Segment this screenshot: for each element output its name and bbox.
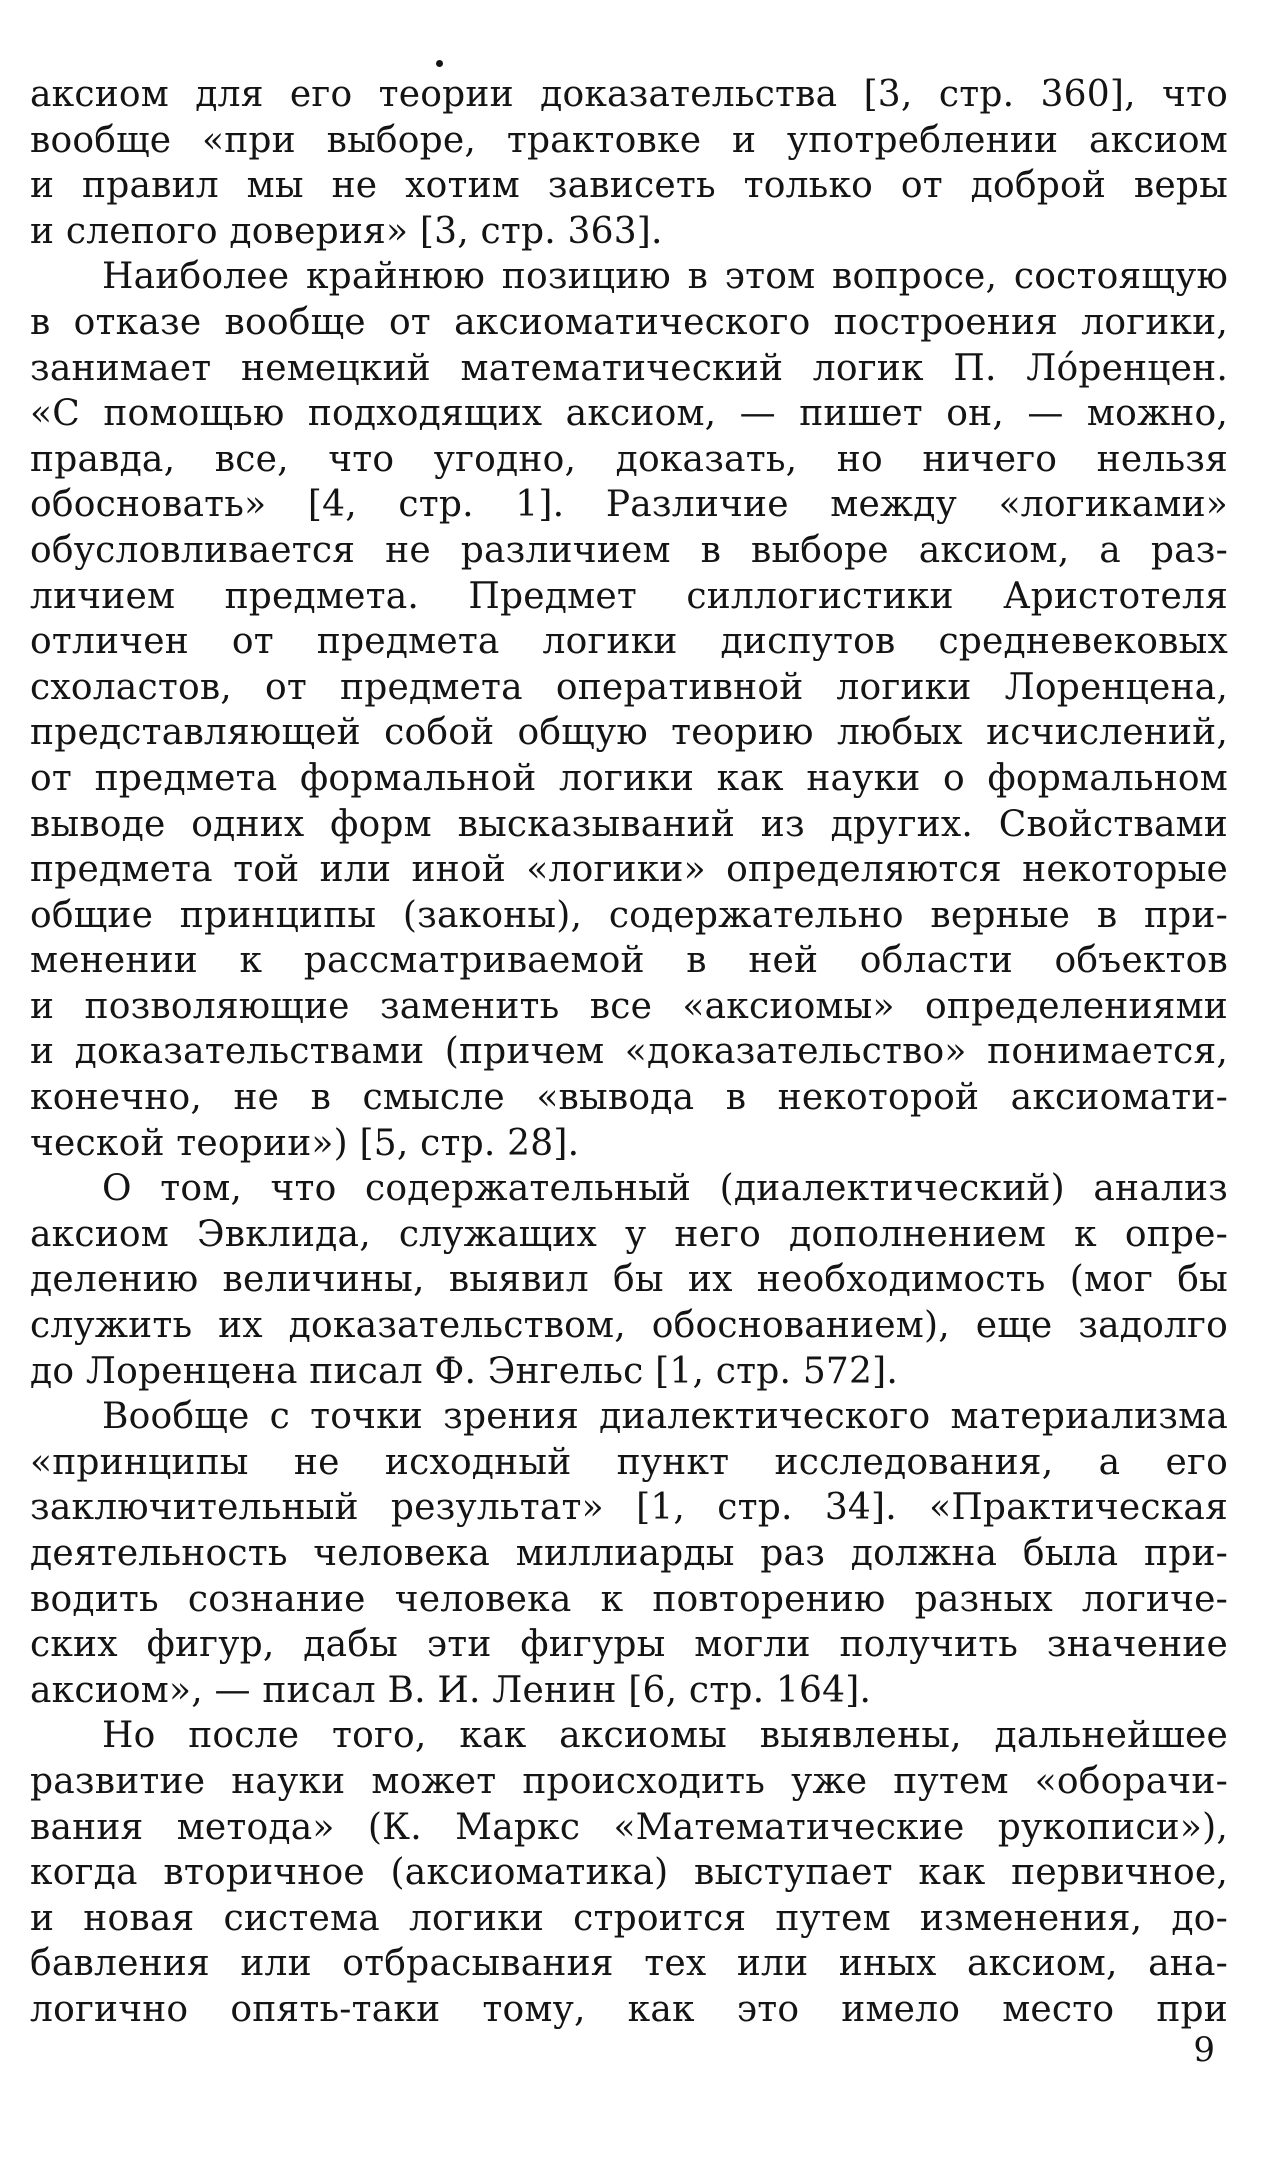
paragraph-2 (30, 254, 1228, 1166)
page-number: 9 (1193, 2030, 1215, 2070)
text-line: и доказательствами (причем «доказательство» понимается, (30, 1031, 1228, 1073)
text-line: заключительный результат» [1, стр. 34]. «Практическая (30, 1487, 1228, 1529)
text-line: менении к рассматриваемой в ней области объектов (30, 940, 1228, 982)
text-line: делению величины, выявил бы их необходимость (мог бы (30, 1259, 1228, 1301)
text-line: Вообще с точки зрения диалектического материализма (102, 1396, 1228, 1438)
text-line: служить их доказательством, обоснованием), еще задолго (30, 1305, 1228, 1347)
text-line: обусловливается не различием в выборе аксиом, а раз- (30, 529, 1228, 571)
text-line: ческой теории») [5, стр. 28]. (30, 1122, 580, 1164)
text-line: личием предмета. Предмет силлогистики Аристотеля (30, 575, 1228, 617)
text-line: аксиом для его теории доказательства [3, стр. 360], что (30, 74, 1228, 115)
text-line: предмета той или иной «логики» определяются некоторые (30, 849, 1228, 891)
text-line: и слепого доверия» [3, стр. 363]. (30, 210, 663, 252)
text-line: вания метода» (К. Маркс «Математические рукописи»), (30, 1806, 1228, 1848)
text-line: и новая система логики строится путем изменения, до- (30, 1897, 1228, 1939)
text-line: бавления или отбрасывания тех или иных аксиом, ана- (30, 1943, 1228, 1985)
text-line: занимает немецкий математический логик П. Лóренцен. (30, 347, 1228, 389)
text-line: от предмета формальной логики как науки о формальном (30, 757, 1228, 799)
text-line: ских фигур, дабы эти фигуры могли получить значение (30, 1624, 1228, 1666)
paragraph-5 (30, 1713, 1228, 2032)
text-line: «С помощью подходящих аксиом, — пишет он, — можно, (30, 393, 1228, 435)
text-line: водить сознание человека к повторению разных логиче- (30, 1578, 1228, 1620)
text-line: когда вторичное (аксиоматика) выступает как первичное, (30, 1852, 1228, 1894)
text-line: отличен от предмета логики диспутов средневековых (30, 621, 1228, 663)
text-line: общие принципы (законы), содержательно верные в при- (30, 894, 1228, 936)
text-line: О том, что содержательный (диалектический) анализ (102, 1168, 1228, 1210)
ink-speck (436, 60, 443, 67)
text-line: представляющей собой общую теорию любых исчислений, (30, 712, 1228, 754)
text-line: аксиом», — писал В. И. Ленин [6, стр. 164]. (30, 1669, 872, 1711)
page-body (30, 72, 1228, 2033)
paragraph-3 (30, 1166, 1228, 1394)
text-line: вообще «при выборе, трактовке и употреблении аксиом (30, 119, 1228, 161)
text-line: в отказе вообще от аксиоматического построения логики, (30, 301, 1228, 343)
text-line: Но после того, как аксиомы выявлены, дальнейшее (102, 1715, 1228, 1757)
text-line: конечно, не в смысле «вывода в некоторой аксиомати- (30, 1077, 1228, 1119)
text-line: и правил мы не хотим зависеть только от доброй веры (30, 165, 1228, 207)
paragraph-4 (30, 1394, 1228, 1713)
text-line: и позволяющие заменить все «аксиомы» определениями (30, 985, 1228, 1027)
text-line: до Лоренцена писал Ф. Энгельс [1, стр. 572]. (30, 1350, 899, 1392)
text-line: деятельность человека миллиарды раз должна была при- (30, 1533, 1228, 1574)
text-line: Наиболее крайнюю позицию в этом вопросе, состоящую (102, 256, 1228, 298)
text-line: правда, все, что угодно, доказать, но ничего нельзя (30, 438, 1228, 480)
text-line: схоластов, от предмета оперативной логики Лоренцена, (30, 666, 1228, 708)
text-line: развитие науки может происходить уже путем «оборачи- (30, 1760, 1228, 1802)
text-line: обосновать» [4, стр. 1]. Различие между «логиками» (30, 484, 1228, 526)
text-line: логично опять-таки тому, как это имело место при (30, 1988, 1228, 2030)
text-line: выводе одних форм высказываний из других. Свойствами (30, 803, 1228, 845)
text-line: аксиом Эвклида, служащих у него дополнением к опре- (30, 1213, 1228, 1255)
text-line: «принципы не исходный пункт исследования, а его (30, 1441, 1228, 1483)
paragraph-1 (30, 72, 1228, 254)
